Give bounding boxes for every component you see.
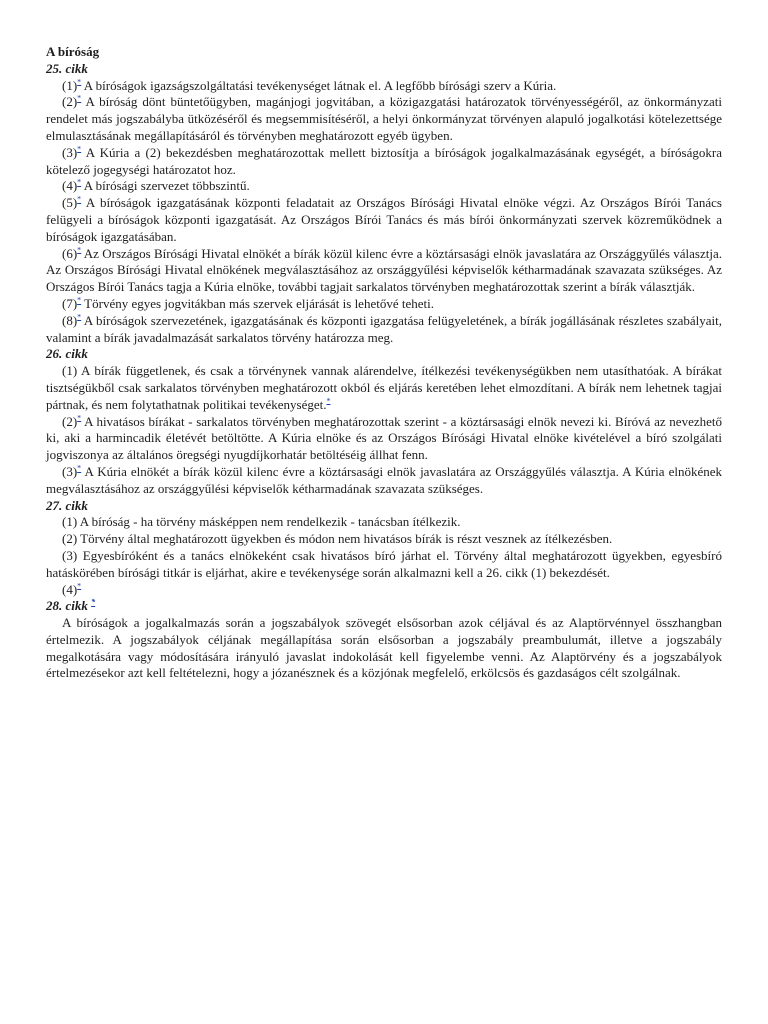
paragraph [46, 414, 722, 464]
footnote-link[interactable]: * [77, 194, 82, 204]
articles-container [46, 61, 722, 682]
paragraph-number: (7) [62, 295, 78, 311]
paragraph-number: (1) [62, 77, 78, 93]
footnote-link[interactable]: * [77, 245, 82, 255]
footnote-link[interactable]: * [326, 396, 331, 406]
paragraph-number: (3) [62, 144, 78, 160]
paragraph-text: A hivatásos bírákat - sarkalatos törvényben meghatározottak szerint - a köztársasági elnök nevezi ki. Bíróvá az nevezhető ki, aki a harmincadik életévét betöltötte. A Kúria elnöke és az Országos Bírósági Hivatal elnöke kivételével a bíró szolgálati jogviszonya az általános öregségi nyugdíjkorhatár betöltéséig állhat fenn. [46, 413, 722, 463]
article-heading [46, 61, 722, 78]
paragraph-number: (3) [62, 463, 78, 479]
footnote-link[interactable]: * [77, 413, 82, 423]
paragraph [46, 464, 722, 498]
paragraph-text: Törvény egyes jogvitákban más szervek eljárását is lehetővé teheti. [81, 295, 434, 311]
footnote-link[interactable]: * [91, 597, 96, 607]
article-heading-text: 26. cikk [46, 346, 88, 362]
paragraph-number: (2) [62, 413, 78, 429]
paragraph-text: A bírósági szervezet többszintű. [81, 178, 250, 194]
paragraph-number: (4) [62, 581, 78, 597]
footnote-link[interactable]: * [77, 463, 82, 473]
paragraph [46, 514, 722, 531]
paragraph-text: A bíróságok a jogalkalmazás során a jogszabályok szövegét elsősorban azok céljával és az Alaptörvénnyel összhangban értelmezik. A jogszabályok céljának megállapítása során elsősorban a jogszabály preambulumát, illetve a jogszabály megalkotására vagy módosítására irányuló javaslat indokolását kell figyelembe venni. Az Alaptörvény és a jogszabályok értelmezésekor azt kell feltételezni, hogy a józanésznek és a közjónak megfelelő, erkölcsös és gazdaságos célt szolgálnak. [46, 615, 722, 681]
paragraph-number: (1) [62, 363, 78, 379]
paragraph-text: A Kúria a (2) bekezdésben meghatározottak mellett biztosítja a bíróságok jogalkalmazásának egységét, a bíróságokra kötelező jogegységi határozatot hoz. [46, 144, 722, 177]
article-heading-text: 28. cikk [46, 598, 88, 614]
article-heading-text: 27. cikk [46, 497, 88, 513]
paragraph [46, 246, 722, 296]
paragraph-text: A bíróságok igazságszolgáltatási tevékenységet látnak el. A legfőbb bírósági szerv a Kúria. [81, 77, 557, 93]
paragraph-number: (5) [62, 195, 78, 211]
paragraph [46, 313, 722, 347]
paragraph [46, 531, 722, 548]
paragraph-text: A bíróságok szervezetének, igazgatásának és központi igazgatása felügyeletének, a bírák jogállásának részletes szabályait, valamint a bírák javadalmazását sarkalatos törvény határozza meg. [46, 312, 722, 345]
article-heading [46, 498, 722, 515]
footnote-link[interactable]: * [77, 94, 82, 104]
paragraph-number: (8) [62, 312, 78, 328]
paragraph [46, 195, 722, 245]
paragraph-number: (2) [62, 94, 78, 110]
paragraph-text: A Kúria elnökét a bírák közül kilenc évre a köztársasági elnök javaslatára az Országgyűlés választja. A Kúria elnökének megválasztásához az országgyűlési képviselők kétharmadának szavazata szükséges. [46, 463, 722, 496]
paragraph-number: (3) [62, 547, 78, 563]
paragraph [46, 78, 722, 95]
paragraph-text: Az Országos Bírósági Hivatal elnökét a bírák közül kilenc évre a köztársasági elnök javaslatára az Országgyűlés választja. Az Országos Bírósági Hivatal elnökének megválasztásához az országgyűlési képviselők kétharmadának szavazata szükséges. Az Országos Bírói Tanács tagja a Kúria elnöke, további tagjait sarkalatos törvényben meghatározottak szerint a bírák választják. [46, 245, 722, 295]
paragraph-text: A bíróságok igazgatásának központi feladatait az Országos Bírósági Hivatal elnöke végzi. Az Országos Bírói Tanács felügyeli a bíróságok központi igazgatását. Az Országos Bírói Tanács és más bírói önkormányzati szervek közreműködnek a bíróságok igazgatásában. [46, 195, 722, 244]
paragraph [46, 548, 722, 582]
paragraph [46, 145, 722, 179]
paragraph [46, 363, 722, 413]
footnote-link[interactable]: * [77, 312, 82, 322]
article-heading-text: 25. cikk [46, 60, 88, 76]
paragraph [46, 296, 722, 313]
section-title: A bíróság [46, 44, 100, 59]
paragraph-number: (4) [62, 178, 78, 194]
paragraph [46, 615, 722, 682]
paragraph-text: Egyesbíróként és a tanács elnökeként csak hivatásos bíró járhat el. Törvény által meghatározott ügyekben, egyesbíró hatáskörében bírósági titkár is eljárhat, akire e tevékenysége során alkalmazni kell a 26. cikk (1) bekezdését. [46, 547, 722, 580]
paragraph [46, 94, 722, 144]
paragraph-number: (2) [62, 531, 78, 547]
footnote-link[interactable]: * [77, 581, 82, 591]
paragraph-number: (6) [62, 245, 78, 261]
paragraph-text: A bíróság dönt büntetőügyben, magánjogi jogvitában, a közigazgatási határozatok törvényességéről, az önkormányzati rendelet más jogszabályba ütközéséről és megsemmisítéséről, a helyi önkormányzat törvényen alapuló jogalkotási kötelezettsége elmulasztásának megállapításáról és törvényben meghatározott egyéb ügyben. [46, 94, 722, 143]
footnote-link[interactable]: * [77, 295, 82, 305]
paragraph [46, 178, 722, 195]
article-heading [46, 598, 722, 615]
footnote-link[interactable]: * [77, 178, 82, 188]
paragraph-text: A bírák függetlenek, és csak a törvénynek vannak alárendelve, ítélkezési tevékenységükben nem utasíthatóak. A bírákat tisztségükből csak sarkalatos törvényben meghatározott okból és eljárás keretében lehet elmozdítani. A bírák nem lehetnek tagjai pártnak, és nem folytathatnak politikai tevékenységet. [46, 363, 722, 412]
paragraph-text: Törvény által meghatározott ügyekben és módon nem hivatásos bírák is részt vesznek az ítélkezésben. [77, 531, 613, 547]
document-body [46, 44, 722, 682]
paragraph-text: A bíróság - ha törvény másképpen nem rendelkezik - tanácsban ítélkezik. [77, 514, 461, 530]
paragraph [46, 582, 722, 599]
paragraph-number: (1) [62, 514, 78, 530]
footnote-link[interactable]: * [77, 144, 82, 154]
article-heading [46, 346, 722, 363]
footnote-link[interactable]: * [77, 77, 82, 87]
